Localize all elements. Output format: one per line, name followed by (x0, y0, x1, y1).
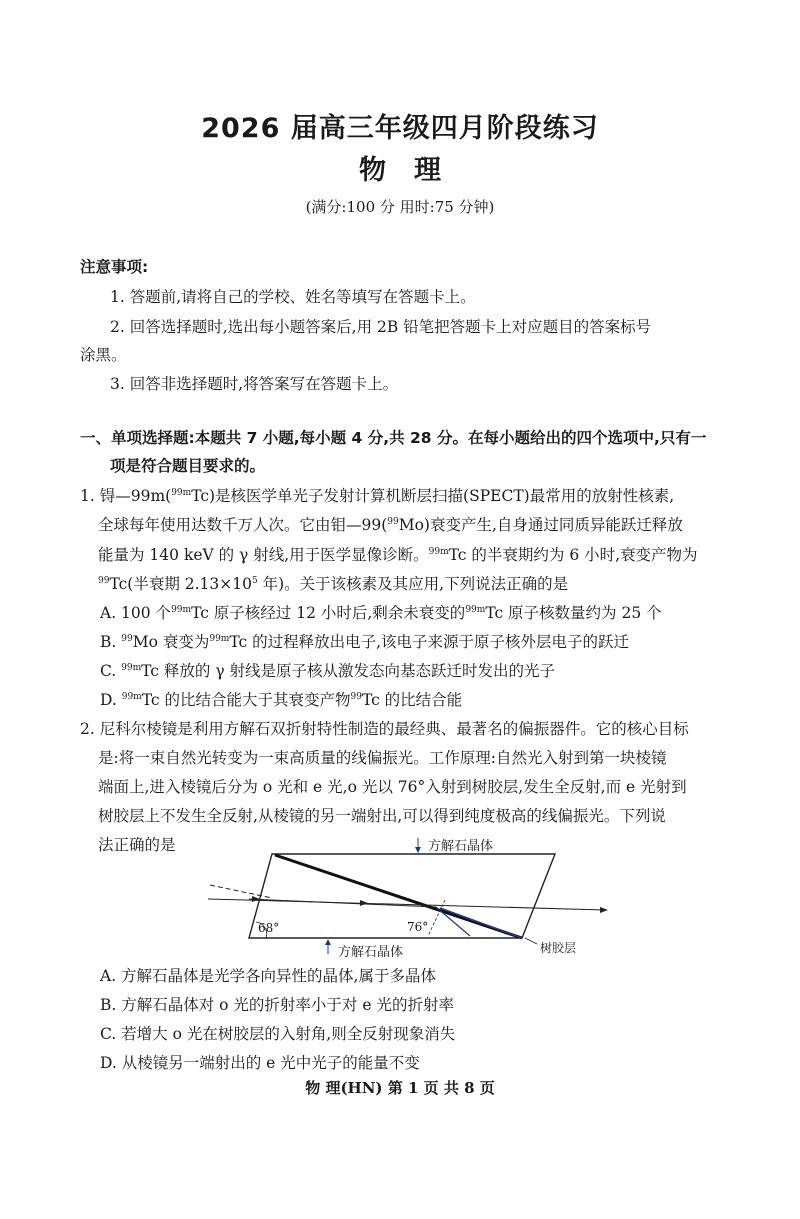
q2-line-3: 端面上,进入棱镜后分为 o 光和 e 光,o 光以 76°入射到树胶层,发生全反射,而 e 光射到 (98, 778, 687, 796)
q2-option-b: B. 方解石晶体对 o 光的折射率小于对 e 光的折射率 (100, 996, 454, 1014)
q1-option-b: B. $^{99}$Mo 衰变为$^{99m}$Tc 的过程释放出电子,该电子来源于原子核外层电子的跃迁 (100, 633, 630, 651)
notice-item-2: 2. 回答选择题时,选出每小题答案后,用 2B 铅笔把答题卡上对应题目的答案标号 (110, 318, 652, 336)
q2-line-4: 树胶层上不发生全反射,从棱镜的另一端射出,可以得到纯度极高的线偏振光。下列说 (98, 807, 666, 825)
notice-item-2-cont: 涂黑。 (80, 346, 127, 364)
q1-option-d: D. $^{99m}$Tc 的比结合能大于其衰变产物$^{99}$Tc 的比结合能 (100, 691, 463, 709)
q2-option-a: A. 方解石晶体是光学各向异性的晶体,属于多晶体 (100, 967, 436, 985)
q2-line-2: 是:将一束自然光转变为一束高质量的线偏振光。工作原理:自然光入射到第一块棱镜 (98, 749, 667, 767)
page-footer: 物 理(HN) 第 1 页 共 8 页 (305, 1079, 495, 1097)
q2-option-d: D. 从棱镜另一端射出的 e 光中光子的能量不变 (100, 1054, 420, 1072)
resin-layer (275, 855, 522, 938)
exam-subject: 物理 (359, 155, 469, 186)
angle-label-76: 76° (407, 920, 429, 934)
q2-line-5: 法正确的是 (98, 836, 176, 854)
angle-label-68: 68° (258, 921, 280, 935)
q1-line-2: 全球每年使用达数千万人次。它由钼—99($^{99}$Mo)衰变产生,自身通过同质异能跃迁释放 (98, 516, 683, 534)
q2-option-c: C. 若增大 o 光在树胶层的入射角,则全反射现象消失 (100, 1025, 456, 1043)
q1-line-3: 能量为 140 keV 的 γ 射线,用于医学显像诊断。$^{99m}$Tc 的半衰期约为 6 小时,衰变产物为 (98, 546, 698, 564)
q1-line-1: 1. 锝—99m($^{99m}$Tc)是核医学单光子发射计算机断层扫描(SPECT)最常用的放射性核素, (80, 487, 675, 505)
q1-option-c: C. $^{99m}$Tc 释放的 γ 射线是原子核从激发态向基态跃迁时发出的光子 (100, 662, 556, 680)
exam-title: 2026 届高三年级四月阶段练习 (201, 113, 599, 144)
o-ray-reflected (436, 907, 470, 936)
q1-option-a: A. 100 个$^{99m}$Tc 原子核经过 12 小时后,剩余未衰变的$^{99m}$Tc 原子核数量约为 25 个 (100, 604, 662, 622)
notice-item-1: 1. 答题前,请将自己的学校、姓名等填写在答题卡上。 (110, 288, 476, 306)
prism-outline (249, 854, 555, 938)
label-calcite-top: 方解石晶体 (428, 839, 494, 854)
exam-info: (满分:100 分 用时:75 分钟) (305, 198, 495, 216)
arrow-down-icon (415, 847, 421, 853)
section-heading-line2: 项是符合题目要求的。 (110, 457, 266, 475)
section-heading-line1: 一、单项选择题:本题共 7 小题,每小题 4 分,共 28 分。在每小题给出的四个选项中,只有一 (80, 429, 707, 447)
q1-line-4: $^{99}$Tc(半衰期 $2.13\times 10^5$ 年)。关于该核素及其应用,下列说法正确的是 (98, 575, 569, 593)
nicol-prism-diagram (200, 832, 620, 962)
label-resin: 树胶层 (540, 941, 577, 955)
notice-item-3: 3. 回答非选择题时,将答案写在答题卡上。 (110, 375, 399, 393)
label-calcite-bottom: 方解石晶体 (338, 945, 404, 960)
notice-heading: 注意事项: (80, 258, 149, 276)
e-ray-arrow-icon (600, 907, 608, 913)
q2-line-1: 2. 尼科尔棱镜是利用方解石双折射特性制造的最经典、最著名的偏振器件。它的核心目标 (80, 720, 689, 738)
arrow-up-icon (325, 939, 331, 945)
